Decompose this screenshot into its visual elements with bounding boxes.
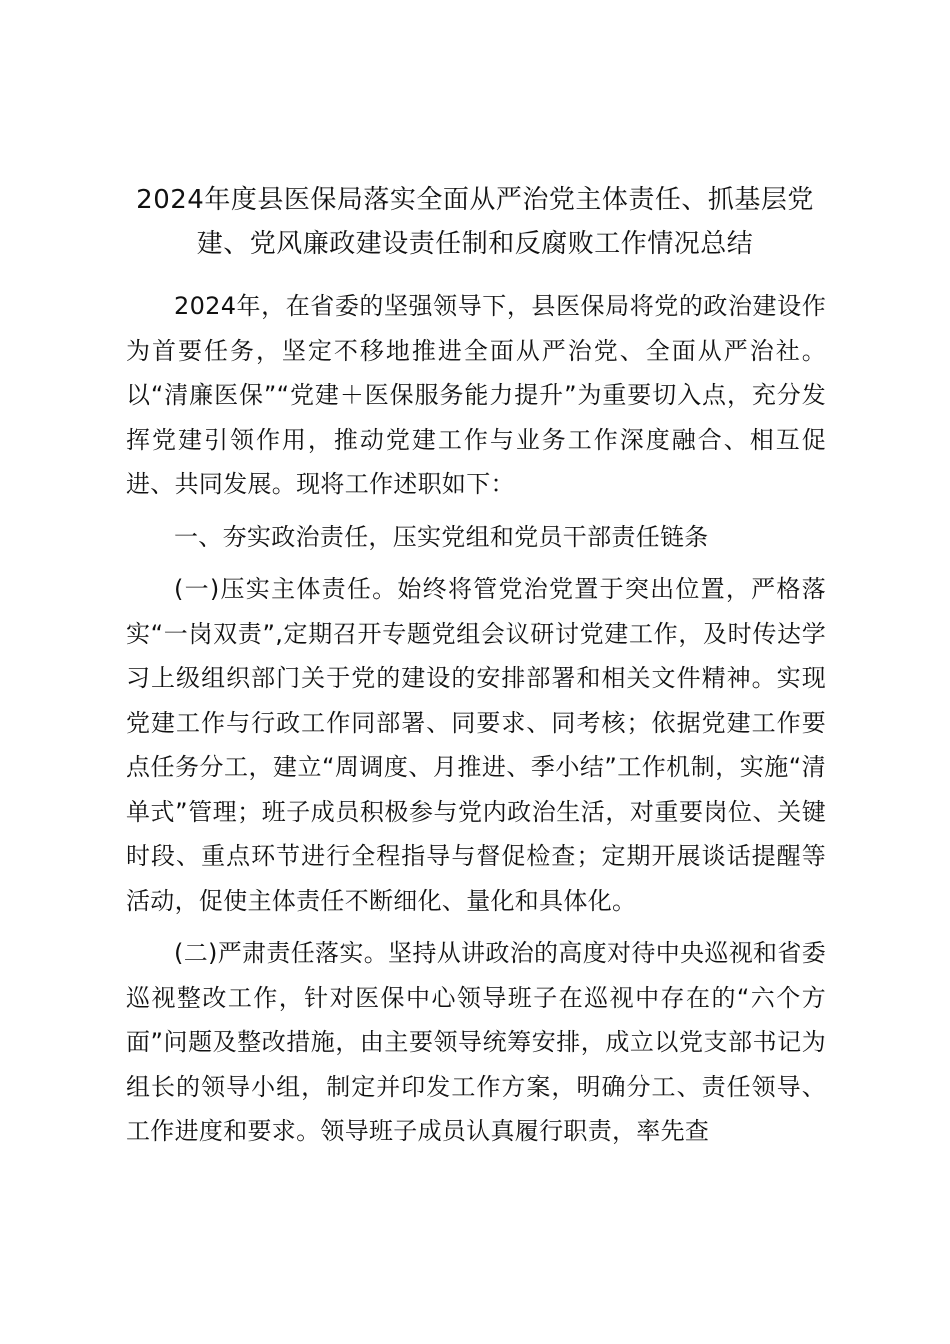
section-heading-1: 一、夯实政治责任，压实党组和党员干部责任链条 [174,522,709,551]
subsection-paragraph-1: (一)压实主体责任。始终将管党治党置于突出位置，严格落实“一岗双责”,定期召开专题党组会议研讨党建工作，及时传达学习上级组织部门关于党的建设的安排部署和相关文件精神。实现党建工作与行政工作同部署、同要求、同考核；依据党建工作要点任务分工，建立“周调度、月推进、季小结”工作机制，实施“清单式”管理；班子成员积极参与党内政治生活，对重要岗位、关键时段、重点环节进行全程指导与督促检查；定期开展谈话提醒等活动，促使主体责任不断细化、量化和具体化。 [126,575,826,915]
subsection-paragraph-2: (二)严肃责任落实。坚持从讲政治的高度对待中央巡视和省委巡视整改工作，针对医保中心领导班子在巡视中存在的“六个方面”问题及整改措施，由主要领导统筹安排，成立以党支部书记为组长的领导小组，制定并印发工作方案，明确分工、责任领导、工作进度和要求。领导班子成员认真履行职责，率先查 [126,939,826,1145]
document-title: 2024年度县医保局落实全面从严治党主体责任、抓基层党建、党风廉政建设责任制和反腐败工作情况总结 [136,185,814,259]
intro-paragraph: 2024年，在省委的坚强领导下，县医保局将党的政治建设作为首要任务，坚定不移地推进全面从严治党、全面从严治社。以“清廉医保”“党建＋医保服务能力提升”为重要切入点，充分发挥党建引领作用，推动党建工作与业务工作深度融合、相互促进、共同发展。现将工作述职如下： [126,292,826,498]
document-body [126,284,826,1154]
